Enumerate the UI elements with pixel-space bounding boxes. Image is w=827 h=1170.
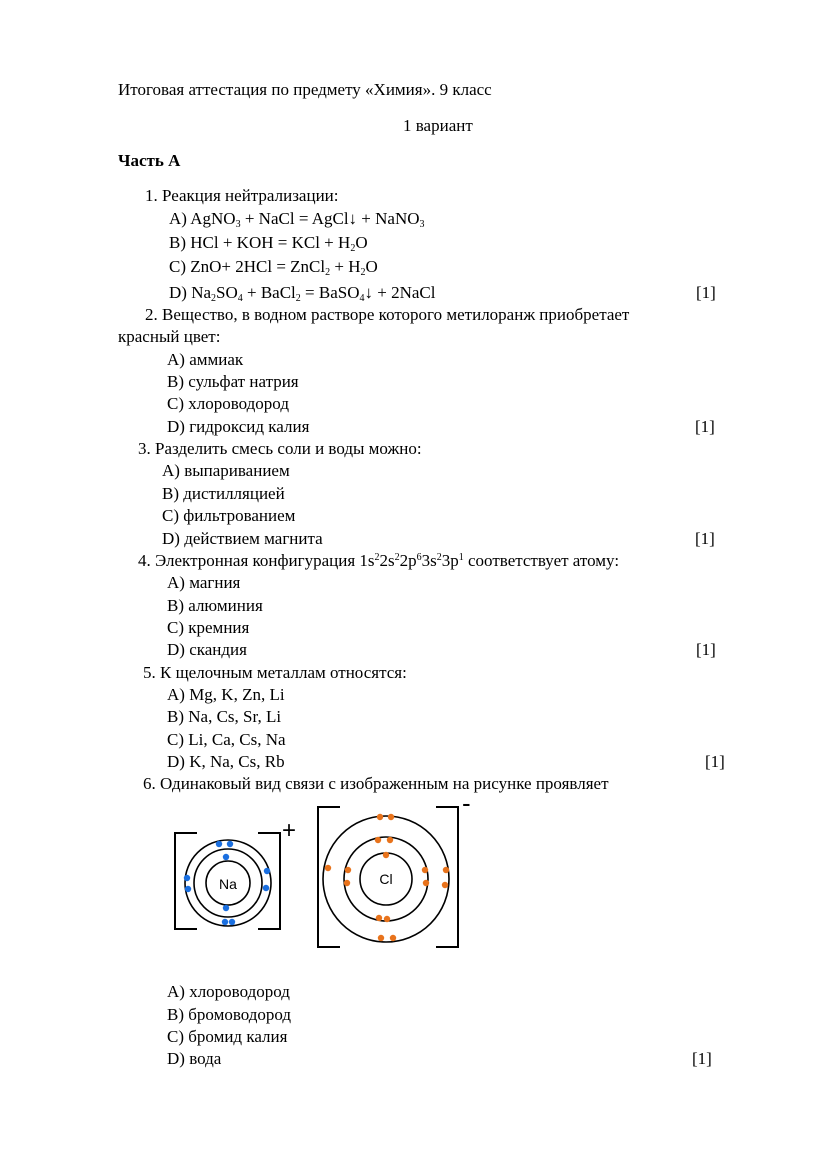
question-1-option-c: C) ZnO+ 2HCl = ZnCl$_2$ + $H_2O$ [169,257,378,278]
question-3-option-d: D) действием магнита [162,529,323,548]
question-2-option-a: A) аммиак [167,350,244,369]
na-electron [223,854,229,860]
cl-electron [390,935,396,941]
question-4-option-b: B) алюминия [167,596,263,615]
question-6-score: [1] [692,1049,712,1068]
cl-right-bracket [436,807,458,947]
na-electron [264,868,270,874]
question-2-option-c: C) хлороводород [167,394,289,413]
na-electron [227,841,233,847]
question-3-option-b: B) дистилляцией [162,484,285,503]
cl-electron [378,935,384,941]
question-6-option-d: D) вода [167,1049,222,1068]
question-6-option-c: C) бромид калия [167,1027,288,1046]
question-2-option-b: B) сульфат натрия [167,372,299,391]
question-4-score: [1] [696,640,716,659]
na-electron [263,885,269,891]
question-2-score: [1] [695,417,715,436]
na-symbol: Na [219,876,237,892]
cl-electron [325,865,331,871]
na-electron [223,905,229,911]
na-electron [184,875,190,881]
na-charge: + [282,817,297,844]
question-1-option-a: A) AgNO$_3$ + NaCl = AgCl↓ + NaNO$_3$ [169,209,425,230]
question-5-option-b: B) Na, Cs, Sr, Li [167,707,282,726]
question-1-stem: 1. Реакция нейтрализации: [145,186,339,205]
document-title: Итоговая аттестация по предмету «Химия». 9 класс [118,80,492,99]
question-6-option-b: B) бромоводород [167,1005,292,1024]
question-5-score: [1] [705,752,725,771]
question-5-option-a: A) Mg, K, Zn, Li [167,685,285,704]
cl-electron [423,880,429,886]
cl-electron [345,867,351,873]
question-5-option-d: D) K, Na, Cs, Rb [167,752,285,771]
na-electron [185,886,191,892]
cl-electron [442,882,448,888]
question-3-score: [1] [695,529,715,548]
question-5-option-c: C) Li, Ca, Cs, Na [167,730,286,749]
question-4-option-c: C) кремния [167,618,250,637]
question-6-option-a: A) хлороводород [167,982,290,1001]
question-6-stem: 6. Одинаковый вид связи с изображенным на рисунке проявляет [143,774,609,793]
cl-left-bracket [318,807,340,947]
part-heading: Часть А [118,151,181,170]
question-5-stem: 5. К щелочным металлам относятся: [143,663,407,682]
na-electron [222,919,228,925]
cl-electron [377,814,383,820]
cl-electron [344,880,350,886]
question-4-option-d: D) скандия [167,640,247,659]
cl-electron [383,852,389,858]
variant-label: 1 вариант [403,116,473,135]
cl-electron [387,837,393,843]
question-2-stem: 2. Вещество, в водном растворе которого метилоранж приобретает [145,305,630,324]
question-1-option-b: B) HCl + KOH = KCl + $H_2O$ [169,233,368,254]
cl-electron [376,915,382,921]
question-2-option-d: D) гидроксид калия [167,417,310,436]
cl-electron [388,814,394,820]
question-4-option-a: A) магния [167,573,241,592]
question-1-score: [1] [696,283,716,302]
cl-electron [375,837,381,843]
na-electron [229,919,235,925]
cl-electron [443,867,449,873]
na-electron [216,841,222,847]
cl-charge: - [462,800,471,818]
cl-symbol: Cl [379,871,393,887]
question-1-option-d: D) $Na_2SO_4$ + BaCl$_2$ = BaSO$_4$↓ + 2NaCl [169,283,436,304]
question-2-stem-cont: красный цвет: [118,327,221,346]
question-3-stem: 3. Разделить смесь соли и воды можно: [138,439,422,458]
cl-electron [384,916,390,922]
question-3-option-a: A) выпариванием [162,461,290,480]
question-3-option-c: C) фильтрованием [162,506,296,525]
ionic-bond-diagram [168,800,478,952]
question-4-stem: 4. Электронная конфигурация $1s^22s^22p^63s^23p^1$ соответствует атому: [138,551,620,570]
cl-electron [422,867,428,873]
